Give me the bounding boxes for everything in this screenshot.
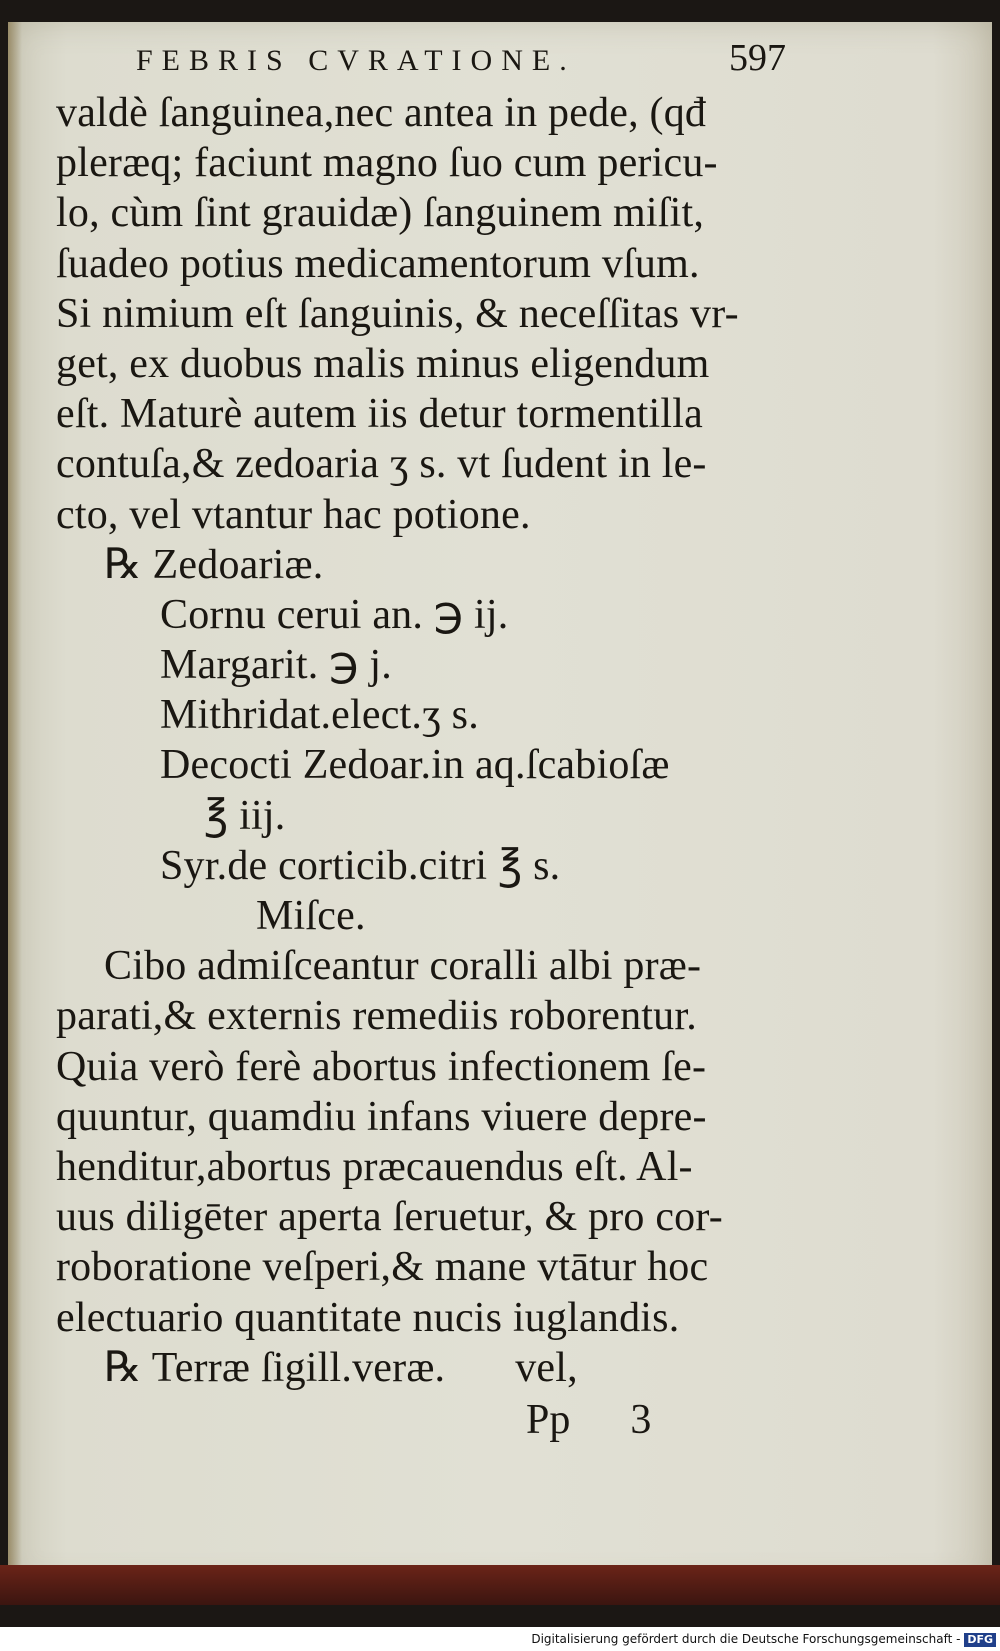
text-line: parati,& externis remediis roborentur. xyxy=(56,993,697,1040)
text-line: Si nimium eſt ſanguinis, & neceſſitas vr- xyxy=(56,290,739,337)
recipe-line: Miſce. xyxy=(256,893,366,939)
text-block xyxy=(56,36,796,1447)
text-line: Cibo admiſceantur coralli albi præ- xyxy=(104,943,702,990)
text-line: quuntur, quamdiu infans viuere depre- xyxy=(56,1093,707,1140)
recipe-line: Mithridat.elect.ʒ s. xyxy=(160,692,479,739)
recipe-line: Decocti Zedoar.in aq.ſcabioſæ xyxy=(160,742,670,789)
dfg-logo: DFG xyxy=(964,1633,996,1647)
recipe-line: Syr.de corticib.citri ℥ s. xyxy=(160,842,561,889)
recipe-line: ℞ Zedoariæ. xyxy=(104,541,324,588)
signature-mark xyxy=(56,1393,796,1447)
page-number: 597 xyxy=(729,37,786,79)
text-line: cto, vel vtantur hac potione. xyxy=(56,491,531,538)
text-line: uus diligēter aperta ſeruetur, & pro cor- xyxy=(56,1194,723,1241)
signature-letters: Pp xyxy=(526,1396,571,1443)
text-line: valdè ſanguinea,nec antea in pede, (qđ xyxy=(56,90,707,136)
text-line: ſuadeo potius medicamentorum vſum. xyxy=(56,240,700,287)
running-title: FEBRIS CVRATIONE. xyxy=(136,44,576,77)
recipe-line: Margarit. ℈ j. xyxy=(160,642,392,689)
recipe-line: ℞ Terræ ſigill.veræ. xyxy=(104,1344,446,1391)
text-line: henditur,abortus præcauendus eſt. Al- xyxy=(56,1143,693,1190)
recipe-2 xyxy=(56,1343,796,1393)
text-line: pleræq; faciunt magno ſuo cum pericu- xyxy=(56,140,718,187)
signature-number: 3 xyxy=(630,1396,652,1443)
page-header xyxy=(56,36,796,88)
text-line: electuario quantitate nucis iuglandis. xyxy=(56,1294,680,1341)
text-line: get, ex duobus malis minus eligendum xyxy=(56,340,710,387)
recipe-1 xyxy=(56,540,796,942)
recipe-alternative: vel, xyxy=(515,1344,578,1391)
text-line: roboratione veſperi,& mane vtātur hoc xyxy=(56,1244,709,1291)
paragraph-1 xyxy=(56,88,796,540)
text-line: lo, cùm ſint grauidæ) ſanguinem miſit, xyxy=(56,190,705,237)
text-line: Quia verò ferè abortus infectionem ſe- xyxy=(56,1043,707,1090)
text-line: contuſa,& zedoaria ʒ s. vt ſudent in le- xyxy=(56,441,707,488)
book-edge xyxy=(0,1565,1000,1605)
recipe-line: ℥ iij. xyxy=(204,792,286,839)
paragraph-2 xyxy=(56,941,796,1343)
recipe-line: Cornu cerui an. ℈ ij. xyxy=(160,591,509,638)
text-line: eſt. Maturè autem iis detur tormentilla xyxy=(56,391,703,438)
page-gutter-shadow xyxy=(8,22,22,1584)
digitization-footer xyxy=(0,1627,1000,1651)
book-page xyxy=(8,22,992,1584)
footer-credit: Digitalisierung gefördert durch die Deutsche Forschungsgemeinschaft - xyxy=(531,1632,961,1646)
